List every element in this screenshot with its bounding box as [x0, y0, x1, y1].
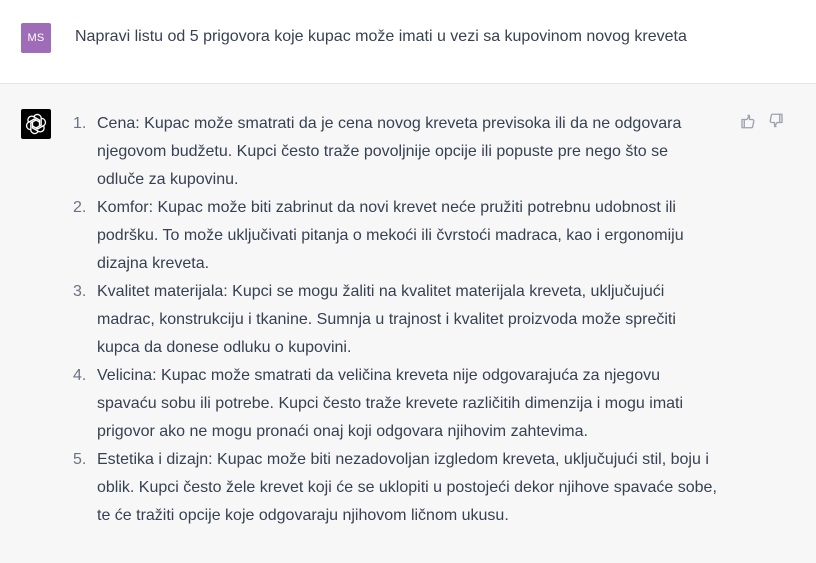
thumbs-up-button[interactable] [739, 112, 757, 130]
list-item-text-line: spavaću sobu ili potrebe. Kupci često traže krevete različitih dimenzija i mogu imati [97, 395, 684, 412]
answer-list [73, 110, 737, 530]
list-item-text-line: Velicina: Kupac može smatrati da veličina kreveta nije odgovarajuća za njegovu [97, 367, 660, 384]
answer-list-item [73, 278, 737, 362]
list-item-text-line: Estetika i dizajn: Kupac može biti nezadovoljan izgledom kreveta, uključujući stil, boju i [97, 451, 709, 468]
assistant-avatar [21, 109, 51, 139]
thumbs-up-icon [739, 112, 757, 130]
list-item-text-line: dizajna kreveta. [97, 255, 210, 272]
list-item-text-line: te će tražiti opcije koje odgovaraju njihovom ličnom ukusu. [97, 507, 509, 524]
answer-list-item [73, 446, 737, 530]
list-item-text-line: prigovor ako ne mogu pronaći onaj koji odgovara njihovim zahtevima. [97, 423, 588, 440]
list-item-number: 3. [73, 283, 87, 300]
assistant-message-row [0, 84, 816, 563]
thumbs-down-icon [767, 112, 785, 130]
list-item-text-line: Cena: Kupac može smatrati da je cena novog kreveta previsoka ili da ne odgovara [97, 115, 682, 132]
list-item-text-line: madrac, konstrukciju i tkanine. Sumnja u trajnost i kvalitet proizvoda može sprečiti [97, 311, 676, 328]
list-item-number: 2. [73, 199, 87, 216]
answer-list-item [73, 194, 737, 278]
list-item-text-line: kupca da donese odluku o kupovini. [97, 339, 352, 356]
list-item-text-line: odluče za kupovinu. [97, 171, 239, 188]
list-item-text-line: Komfor: Kupac može biti zabrinut da novi krevet neće pružiti potrebnu udobnost ili [97, 199, 676, 216]
list-item-text-line: oblik. Kupci često žele krevet koji će se uklopiti u postojeći dekor njihove spavaće sobe, [97, 479, 717, 496]
list-item-number: 1. [73, 115, 87, 132]
user-message-row [0, 0, 816, 84]
list-item-text-line: podršku. To može uključivati pitanja o mekoći ili čvrstoći madraca, kao i ergonomiju [97, 227, 684, 244]
openai-logo-icon [25, 113, 47, 135]
list-item-text-line: njegovom budžetu. Kupci često traže povoljnije opcije ili popuste pre nego što se [97, 143, 669, 160]
list-item-number: 5. [73, 451, 87, 468]
user-avatar: MS [21, 23, 51, 53]
list-item-number: 4. [73, 367, 87, 384]
answer-list-item [73, 110, 737, 194]
list-item-text-line: Kvalitet materijala: Kupci se mogu žaliti na kvalitet materijala kreveta, uključujući [97, 283, 665, 300]
user-message-text: Napravi listu od 5 prigovora koje kupac može imati u vezi sa kupovinom novog kreveta [75, 28, 687, 45]
thumbs-down-button[interactable] [767, 112, 785, 130]
answer-list-item [73, 362, 737, 446]
